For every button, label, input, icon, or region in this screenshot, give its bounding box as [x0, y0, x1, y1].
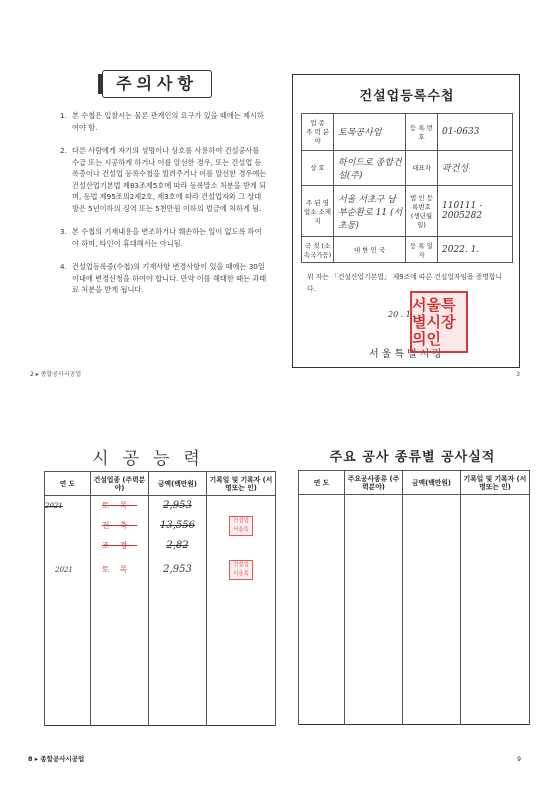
header-field: 건설업종 (주력분야)	[91, 472, 149, 496]
header-year: 연 도	[299, 471, 345, 495]
capacity-page	[28, 438, 278, 773]
notice-item: 4. 건설업등록증(수첩)의 기재사항 변경사항이 있을 때에는 30일 이내에 변경신청을 하여야 합니다. 만약 이를 해태한 때는 과태료 처분을 받게 됩니다.	[60, 262, 267, 294]
mini-seal: 건설업 서울특	[229, 560, 253, 580]
page-footer: 8 ▸ 종합공사시공업	[28, 755, 85, 763]
capacity-table	[44, 471, 276, 726]
certificate-title: 건설업등록수첩	[359, 89, 455, 104]
row-confirm	[207, 556, 276, 584]
mini-seal: 건설업 서울특	[229, 516, 253, 536]
header-year: 연 도	[45, 472, 91, 496]
page-number: 3	[516, 371, 520, 378]
notice-item: 1. 본 수첩은 입찰시는 물론 관계인의 요구가 있을 때에는 제시하여야 함.	[60, 111, 264, 132]
row-year	[45, 516, 91, 536]
certificate-frame	[292, 74, 520, 368]
row-amount: 2,953	[149, 556, 207, 584]
row-amount: 2,953	[149, 496, 207, 516]
value-address: 서울 서초구 남부순환로 11 (서초동)	[334, 186, 406, 237]
label-reg-no: 등 록 번 호	[406, 114, 438, 151]
record-page	[290, 438, 535, 773]
certificate-page	[285, 62, 530, 382]
value-ceo: 곽건성	[438, 150, 513, 185]
certificate-date: 20 . 1 .	[388, 310, 416, 319]
label-address: 주 된 영업소 소재지	[302, 186, 334, 237]
record-title: 주요 공사 종류별 공사실적	[329, 450, 496, 465]
row-year: 2021	[45, 556, 91, 584]
header-amount: 금액(백만원)	[149, 472, 207, 496]
label-business: 업 종 주 력 분 야	[302, 114, 334, 151]
certificate-issuer: 서울특별시장	[369, 349, 445, 360]
value-nationality: 대 한 민 국	[334, 237, 406, 263]
value-reg-no: 01-0633	[438, 114, 513, 151]
row-field: 토목	[91, 556, 149, 584]
row-year	[45, 536, 91, 556]
value-business: 토목공사업	[334, 114, 406, 151]
value-company: 하이드로 종합건설(주)	[334, 150, 406, 185]
notice-item: 2. 다른 사람에게 자기의 성명이나 상호를 사용하여 건설공사를 수급 또는 시공하게 하거나 이를 알선한 경우, 또는 건설업 등록증이나 건설업 등록수첩을 빌려주거나 이를 알선한 경우에는 건설산업기본법 제83조제5호에 따라 등록말소 처분을 받게 되며, 동법 제95조의2제2호, 제3호에 따라 건설업자와 그 상대방은 5년이하의 징역 또는 5천만원 이하의 벌금에 처하게 됨.	[60, 146, 267, 213]
official-seal: 서울특별시장의인	[410, 291, 468, 353]
page-footer: 2 ▸ 종합공사시공업	[30, 371, 82, 378]
label-corp-no: 법 인 등록번호 (생년월일)	[406, 186, 438, 237]
header-field: 주요공사종류 (주력분야)	[345, 471, 403, 495]
page-number: 9	[517, 756, 521, 763]
row-field: 건축	[91, 516, 149, 536]
row-field: 조경	[91, 536, 149, 556]
notice-title: 주의사항	[102, 70, 212, 98]
header-amount: 금액(백만원)	[403, 471, 461, 495]
value-reg-date: 2022. 1.	[438, 237, 513, 263]
certificate-text: 위 자는 「건설산업기본법」 제9조에 따른 건설업자임을 증명합니다.	[307, 273, 503, 293]
notice-page	[30, 62, 270, 382]
label-company: 상 호	[302, 150, 334, 185]
label-ceo: 대표자	[406, 150, 438, 185]
row-year: 2021	[45, 496, 91, 516]
label-nationality: 국 적 (소속국가등)	[302, 237, 334, 263]
row-amount: 2,82	[149, 536, 207, 556]
value-corp-no: 110111 - 2005282	[438, 186, 513, 237]
capacity-title: 시공능력	[92, 449, 214, 469]
row-amount: 13,556	[149, 516, 207, 536]
row-field: 토목	[91, 496, 149, 516]
notice-list	[60, 110, 268, 308]
row-confirm	[207, 496, 276, 556]
header-confirm: 기록일 및 기록자 (서명또는 인)	[207, 472, 276, 496]
label-reg-date: 등 록 일 자	[406, 237, 438, 263]
certificate-table	[301, 113, 513, 263]
header-confirm: 기록일 및 기록자 (서명또는 인)	[461, 471, 530, 495]
record-table	[298, 470, 530, 725]
notice-item: 3. 본 수첩의 기재내용을 변조하거나 훼손하는 일이 없도록 하여야 하며, 타인이 휴대해서는 아니됨.	[60, 227, 262, 248]
